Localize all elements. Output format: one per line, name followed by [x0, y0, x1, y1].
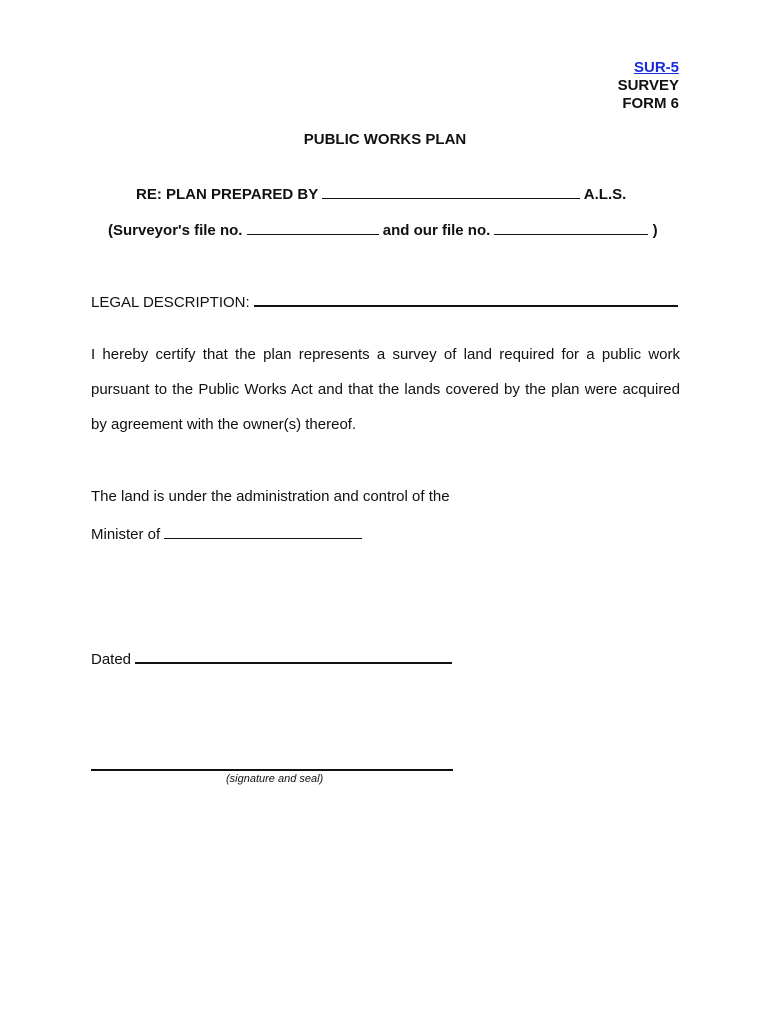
minister-label: Minister of [91, 526, 161, 543]
certification-line-3: by agreement with the owner(s) thereof. [91, 416, 357, 433]
dated-label: Dated [91, 651, 132, 668]
file-line-close: ) [652, 222, 658, 239]
minister-line [91, 524, 362, 543]
survey-label: SURVEY [617, 77, 679, 94]
our-file-field[interactable] [494, 220, 648, 235]
surveyor-file-label: (Surveyor's file no. [108, 222, 243, 239]
signature-caption: (signature and seal) [226, 773, 324, 785]
surveyor-file-field[interactable] [247, 220, 379, 235]
file-number-line [108, 220, 658, 239]
legal-description-line [91, 291, 678, 311]
re-line [136, 184, 626, 203]
legal-description-field[interactable] [254, 291, 678, 307]
form-code[interactable]: SUR-5 [633, 59, 679, 76]
certification-line-2: pursuant to the Public Works Act and that the lands covered by the plan were acquired [91, 381, 680, 398]
administration-text: The land is under the administration and control of the [91, 488, 450, 505]
legal-description-label: LEGAL DESCRIPTION: [91, 294, 250, 311]
dated-field[interactable] [135, 648, 452, 664]
minister-field[interactable] [164, 524, 362, 539]
page-title: PUBLIC WORKS PLAN [303, 131, 467, 148]
form-number: FORM 6 [622, 95, 679, 112]
surveyor-name-field[interactable] [322, 184, 580, 199]
our-file-label: and our file no. [382, 222, 491, 239]
re-prefix: RE: PLAN PREPARED BY [136, 186, 318, 203]
dated-line [91, 648, 452, 668]
signature-line[interactable] [91, 769, 453, 771]
re-suffix: A.L.S. [583, 186, 627, 203]
certification-line-1: I hereby certify that the plan represents a survey of land required for a public work [91, 346, 680, 363]
